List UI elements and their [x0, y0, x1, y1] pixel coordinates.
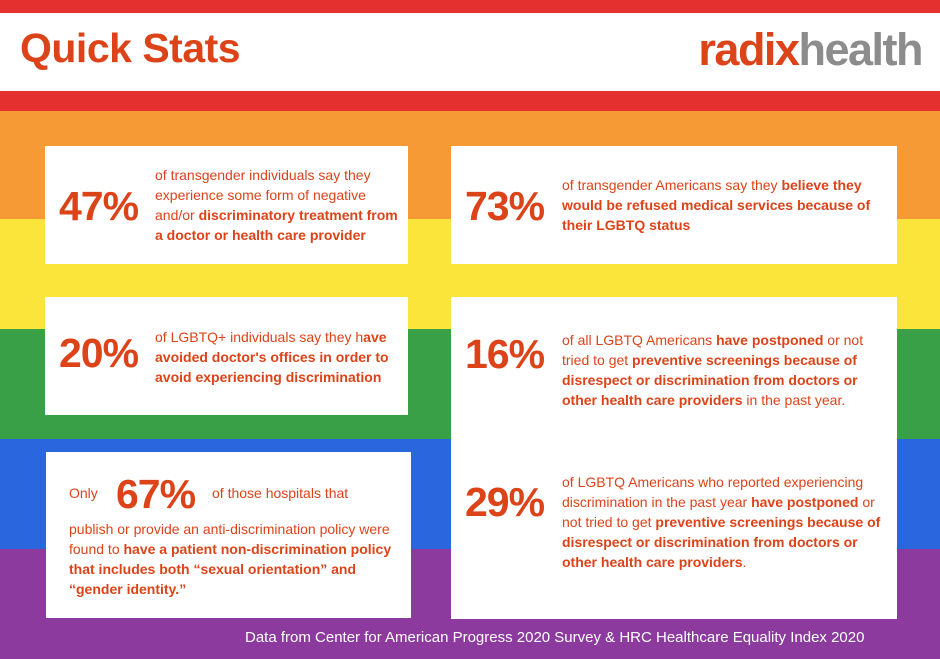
stat-percent: 67% [116, 471, 196, 517]
stat-percent: 16% [465, 331, 545, 377]
stat-description: of transgender individuals say they experience some form of negative and/or discriminatory treatment from a doctor or health care provider [155, 167, 398, 243]
rainbow-stripe-red [0, 91, 940, 111]
stat-card-67 [46, 452, 411, 618]
stat-card-20 [45, 297, 408, 415]
radixhealth-logo [698, 24, 922, 75]
header-bar [0, 13, 940, 91]
logo-text-radix: radix [698, 24, 799, 75]
stat-card-47 [45, 146, 408, 264]
stat-description: publish or provide an anti-discrimination policy were found to have a patient non-discrimination policy that includes both “sexual orientation” and “gender identity.” [69, 521, 392, 597]
source-footer: Data from Center for American Progress 2020 Survey & HRC Healthcare Equality Index 2020 [245, 629, 865, 646]
rainbow-stripe-red-top [0, 0, 940, 13]
stat-card-16-29 [451, 297, 897, 619]
stat-prefix: Only [69, 485, 98, 501]
stat-description: of LGBTQ+ individuals say they have avoided doctor's offices in order to avoid experiencing discrimination [155, 329, 389, 385]
stat-description: of transgender Americans say they believe they would be refused medical services because of their LGBTQ status [562, 177, 871, 233]
page-title: Quick Stats [20, 25, 241, 71]
stat-description: of LGBTQ Americans who reported experiencing discrimination in the past year have postponed or not tried to get preventive screenings because of disrespect or discrimination from doctors or other health care providers. [562, 474, 881, 570]
stat-card-73 [451, 146, 897, 264]
stat-after-percent: of those hospitals that [212, 485, 349, 501]
logo-text-health: health [798, 24, 922, 75]
stat-percent: 73% [465, 183, 545, 229]
stat-percent: 47% [59, 183, 139, 229]
stat-percent: 20% [59, 330, 139, 376]
stat-description: of all LGBTQ Americans have postponed or not tried to get preventive screenings because of disrespect or discrimination from doctors or other health care providers in the past year. [562, 332, 864, 408]
stat-percent: 29% [465, 479, 545, 525]
